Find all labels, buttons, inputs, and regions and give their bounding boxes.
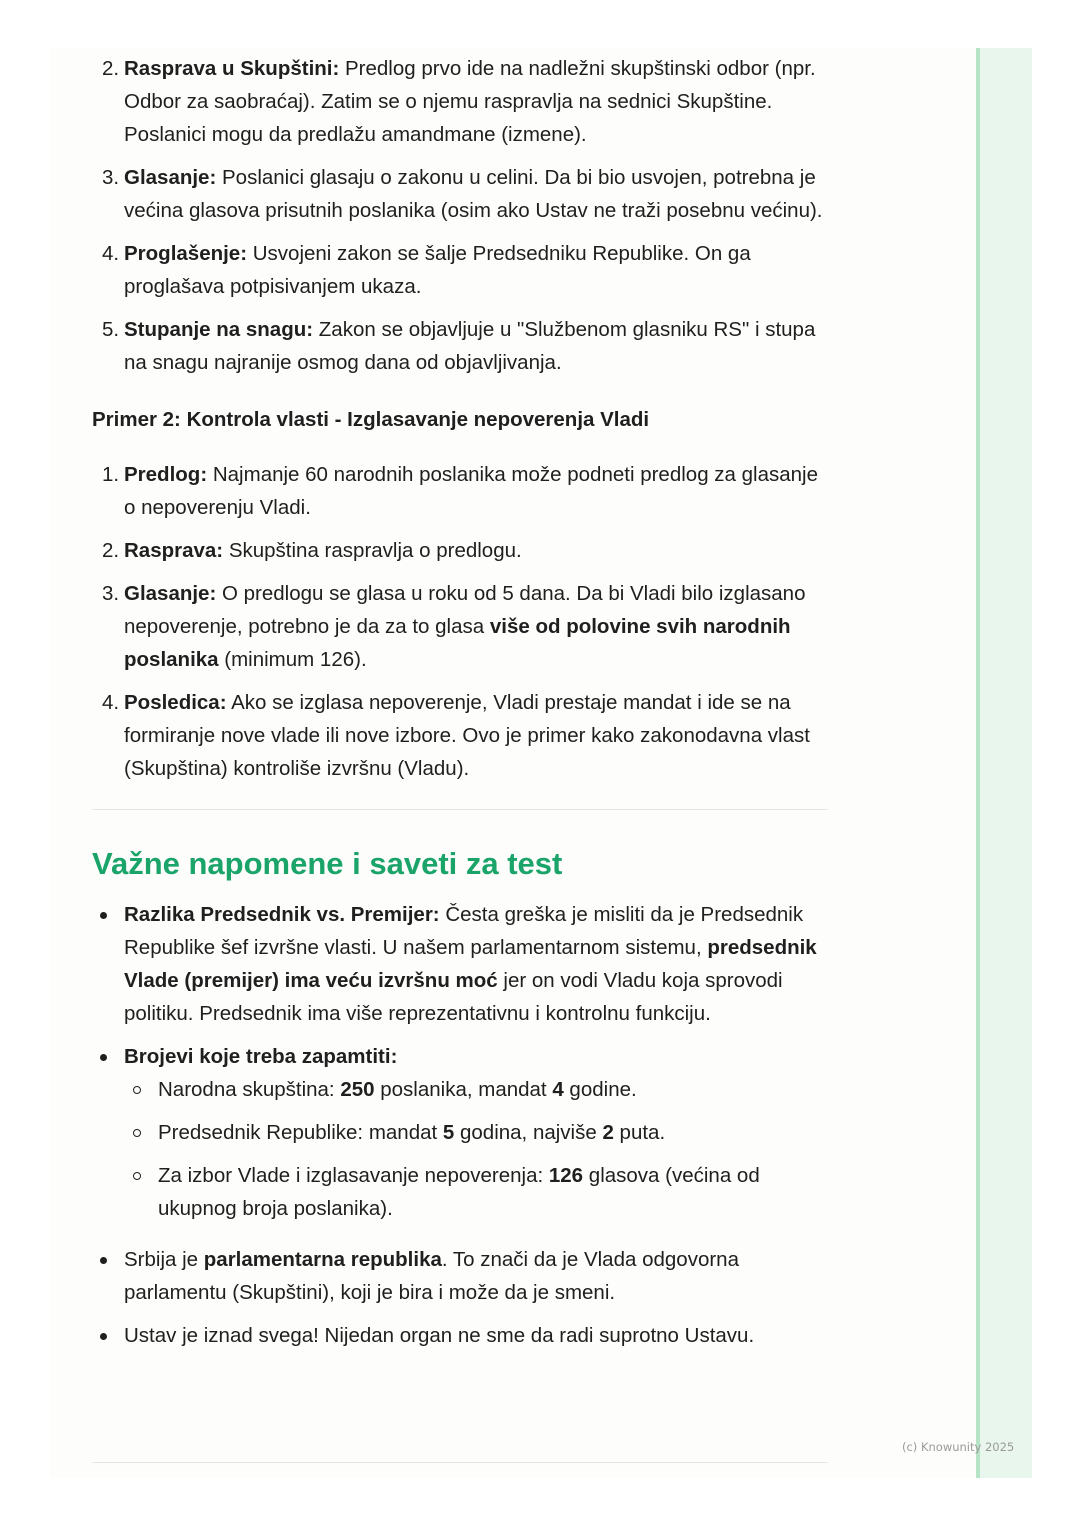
circle-bullet <box>133 1129 141 1137</box>
bullet-dot <box>100 912 107 919</box>
item-label: Brojevi koje treba zapamtiti: <box>124 1045 398 1068</box>
item-text: O predlogu se glasa u roku od 5 dana. Da bi Vladi bilo izglasano nepoverenje, potrebno je da za to glasa <box>124 582 806 638</box>
item-label: Rasprava u Skupštini: <box>124 57 340 80</box>
bullet-item <box>92 1040 832 1073</box>
circle-bullet <box>133 1172 141 1180</box>
item-text: Ako se izglasa nepoverenje, Vladi prestaje mandat i ide se na formiranje nove vlade ili nove izbore. Ovo je primer kako zakonodavna vlast (Skupština) kontroliše izvršnu (Vladu). <box>124 691 810 780</box>
item-label: Proglašenje: <box>124 242 248 265</box>
bullet-item: Razlika Predsednik vs. Premijer: Česta greška je misliti da je Predsednik Republike šef izvršne vlasti. U našem parlamentarnom sistemu, predsednik Vlade (premijer) ima veću izvršnu moć jer on vodi Vladu koja sprovodi politiku. Predsednik ima više reprezentativnu i kontrolnu funkciju. <box>92 898 832 1030</box>
sub-bullet-item: Narodna skupština: 250 poslanika, mandat 4 godine. <box>124 1073 832 1106</box>
section-heading: Važne napomene i saveti za test <box>92 846 563 881</box>
list-item: 2. Rasprava u Skupštini: Predlog prvo ide na nadležni skupštinski odbor (npr. Odbor za saobraćaj). Zatim se o njemu raspravlja na sednici Skupštine. Poslanici mogu da predlažu amandmane (izmene). <box>102 57 816 146</box>
bullet-item: Ustav je iznad svega! Nijedan organ ne sme da radi suprotno Ustavu. <box>92 1319 832 1352</box>
sub-bullet-item: Za izbor Vlade i izglasavanje nepoverenja: 126 glasova (većina od ukupnog broja poslanika). <box>124 1159 832 1225</box>
circle-bullet <box>133 1086 141 1094</box>
item-label: Rasprava: <box>124 539 224 562</box>
bullet-item: Srbija je parlamentarna republika. To znači da je Vlada odgovorna parlamentu (Skupštini), koji je bira i može da je smeni. <box>92 1243 832 1309</box>
item-label: Stupanje na snagu: <box>124 318 314 341</box>
example-title: Primer 2: Kontrola vlasti - Izglasavanje nepoverenja Vladi <box>92 408 650 431</box>
list-item: 1. Predlog: Najmanje 60 narodnih poslanika može podneti predlog za glasanje o nepoverenju Vladi. <box>102 463 819 519</box>
bullet-dot <box>100 1333 107 1340</box>
list-item: 3. Glasanje: Poslanici glasaju o zakonu u celini. Da bi bio usvojen, potrebna je većina glasova prisutnih poslanika (osim ako Ustav ne traži posebnu većinu). <box>102 166 823 222</box>
list-item: 3. Glasanje: O predlogu se glasa u roku od 5 dana. Da bi Vladi bilo izglasano nepoverenje, potrebno je da za to glasa više od polovine svih narodnih poslanika (minimum 126). <box>102 582 806 671</box>
item-text: Najmanje 60 narodnih poslanika može podneti predlog za glasanje o nepoverenju Vladi. <box>124 463 819 519</box>
example-list <box>92 458 832 785</box>
bullet-dot <box>100 1257 107 1264</box>
list-item: 4. Proglašenje: Usvojeni zakon se šalje Predsedniku Republike. On ga proglašava potpisivanjem ukaza. <box>102 242 751 298</box>
item-text: (minimum 126). <box>218 648 367 671</box>
sub-bullet-item: Predsednik Republike: mandat 5 godina, najviše 2 puta. <box>124 1116 832 1149</box>
document-content <box>92 52 832 1362</box>
item-label: Glasanje: <box>124 166 217 189</box>
item-emphasis: parlamentarna republika <box>203 1248 442 1271</box>
item-label: Glasanje: <box>124 582 217 605</box>
bullet-dot <box>100 1054 107 1061</box>
numbers-sublist <box>124 1073 832 1225</box>
item-text: Poslanici glasaju o zakonu u celini. Da bi bio usvojen, potrebna je većina glasova prisutnih poslanika (osim ako Ustav ne traži posebnu većinu). <box>124 166 823 222</box>
item-text: Predlog prvo ide na nadležni skupštinski odbor (npr. Odbor za saobraćaj). Zatim se o njemu raspravlja na sednici Skupštine. Poslanici mogu da predlažu amandmane (izmene). <box>124 57 816 146</box>
copyright-footer: (c) Knowunity 2025 <box>902 1440 1015 1454</box>
sidebar-panel <box>976 48 1032 1478</box>
item-label: Razlika Predsednik vs. Premijer: <box>124 903 440 926</box>
procedure-list <box>92 52 832 379</box>
item-text: Usvojeni zakon se šalje Predsedniku Republike. On ga proglašava potpisivanjem ukaza. <box>124 242 751 298</box>
tips-list <box>92 898 832 1352</box>
item-label: Predlog: <box>124 463 208 486</box>
item-text: Zakon se objavljuje u "Službenom glasniku RS" i stupa na snagu najranije osmog dana od objavljivanja. <box>124 318 816 374</box>
item-text: Skupština raspravlja o predlogu. <box>223 539 522 562</box>
list-item: 2. Rasprava: Skupština raspravlja o predlogu. <box>102 539 522 562</box>
list-item: 4. Posledica: Ako se izglasa nepoverenje, Vladi prestaje mandat i ide se na formiranje nove vlade ili nove izbore. Ovo je primer kako zakonodavna vlast (Skupština) kontroliše izvršnu (Vladu). <box>102 691 810 780</box>
item-label: Posledica: <box>124 691 227 714</box>
item-emphasis: predsednik Vlade (premijer) ima veću izvršnu moć <box>124 936 817 992</box>
list-item: 5. Stupanje na snagu: Zakon se objavljuje u "Službenom glasniku RS" i stupa na snagu najranije osmog dana od objavljivanja. <box>102 318 816 374</box>
bottom-divider <box>92 1462 828 1463</box>
item-emphasis: više od polovine svih narodnih poslanika <box>124 615 791 671</box>
section-divider <box>92 809 828 810</box>
